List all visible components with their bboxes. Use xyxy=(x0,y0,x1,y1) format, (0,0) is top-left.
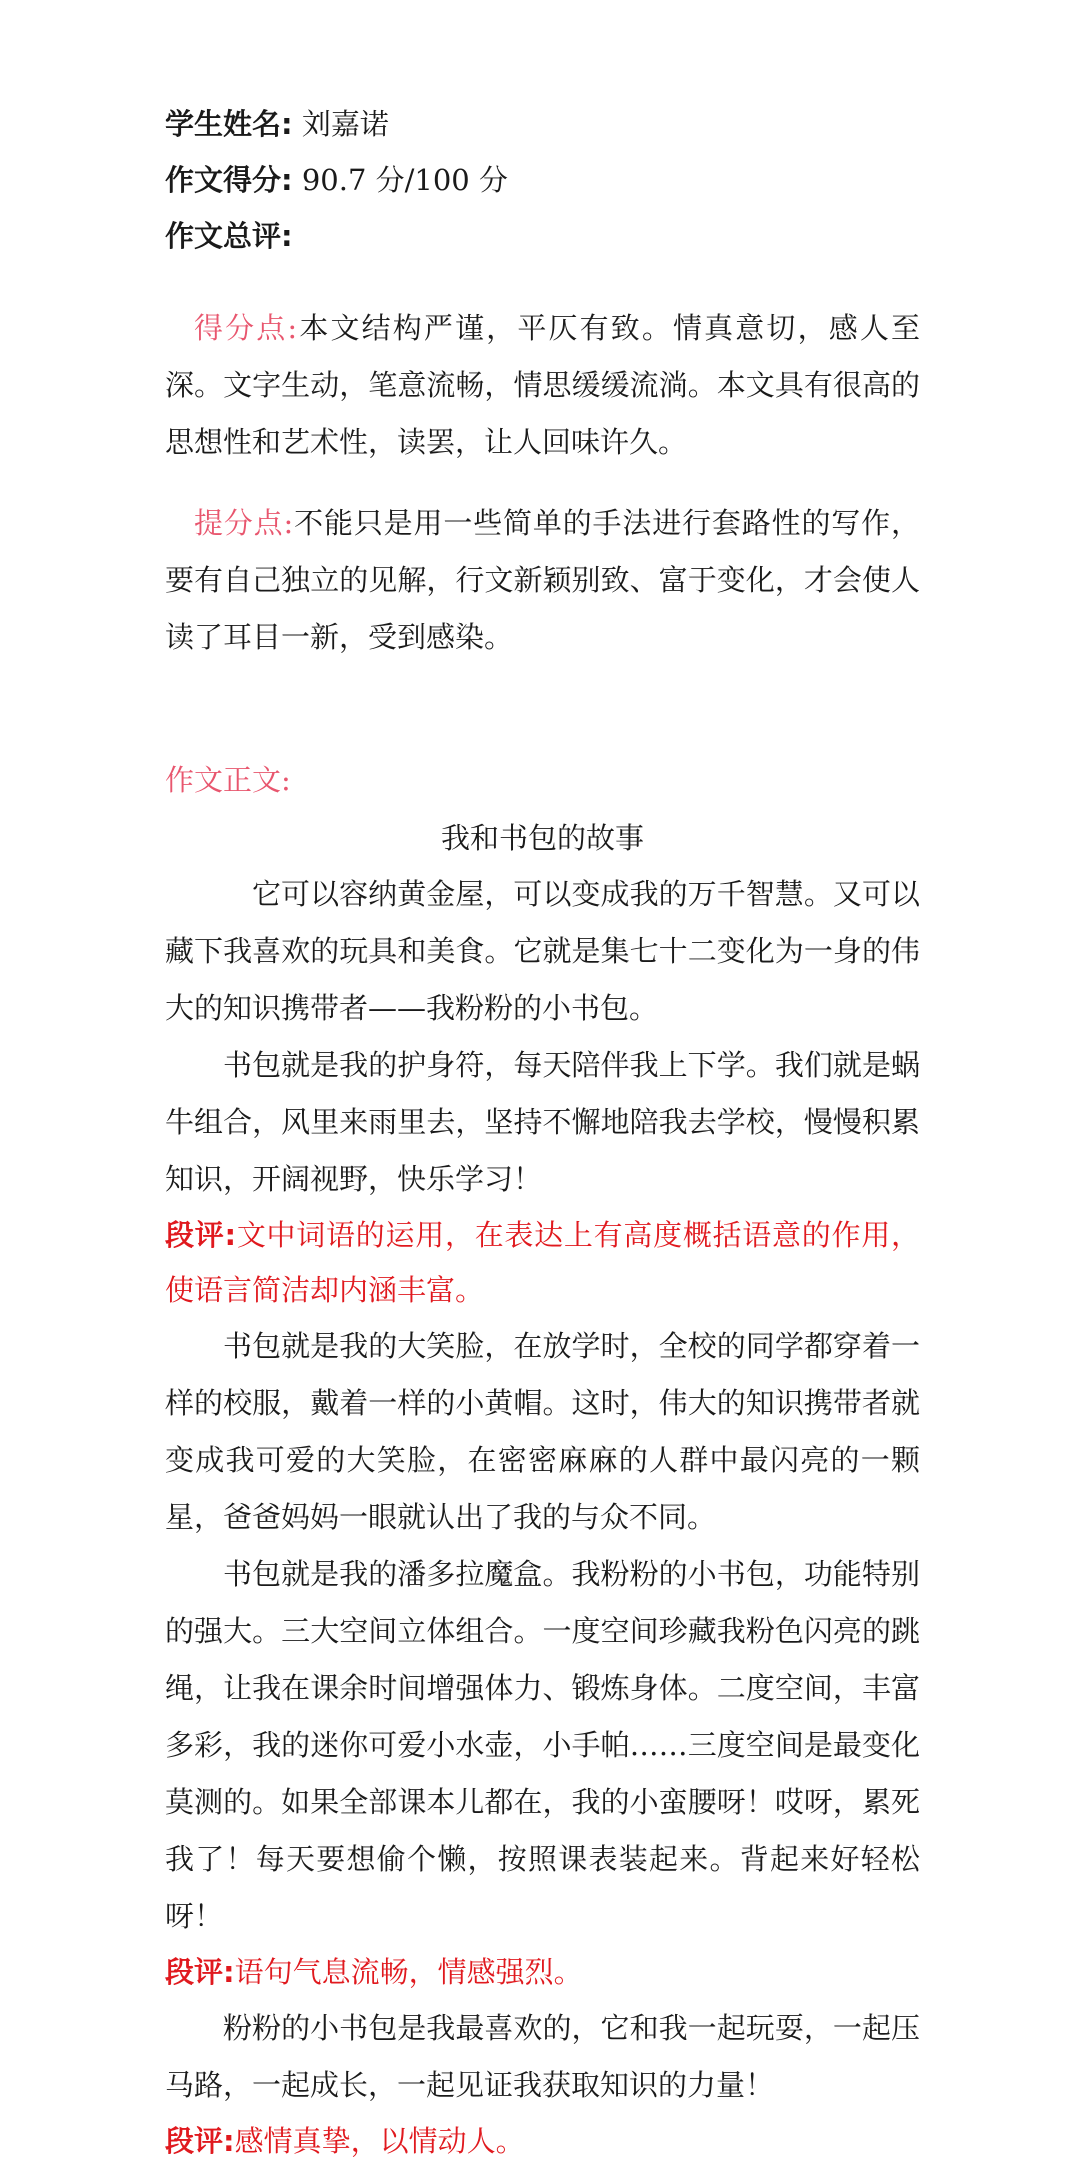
essay-paragraph-4: 书包就是我的潘多拉魔盒。我粉粉的小书包，功能特别的强大。三大空间立体组合。一度空间珍藏我粉色闪亮的跳绳，让我在课余时间增强体力、锻炼身体。二度空间，丰富多彩，我的迷你可爱小水壶，小手帕……三度空间是最变化莫测的。如果全部课本儿都在，我的小蛮腰呀！哎呀，累死我了！每天要想偷个懒，按照课表装起来。背起来好轻松呀！ xyxy=(165,1557,920,1933)
comment-label: 段评: xyxy=(165,2124,235,2158)
improvement-text: 不能只是用一些简单的手法进行套路性的写作，要有自己独立的见解，行文新颖别致、富于变化，才会使人读了耳目一新，受到感染。 xyxy=(165,506,920,654)
comment-label: 段评: xyxy=(165,1955,235,1989)
paragraph-comment-2 xyxy=(165,1945,920,2000)
overall-review-line xyxy=(165,208,920,264)
student-name-line xyxy=(165,96,920,152)
strength-label: 得分点: xyxy=(194,311,298,345)
essay-paragraph-3: 书包就是我的大笑脸，在放学时，全校的同学都穿着一样的校服，戴着一样的小黄帽。这时，伟大的知识携带者就变成我可爱的大笑脸，在密密麻麻的人群中最闪亮的一颗星，爸爸妈妈一眼就认出了我的与众不同。 xyxy=(165,1329,920,1534)
student-name-value: 刘嘉诺 xyxy=(301,107,389,141)
paragraph-comment-1 xyxy=(165,1208,920,1318)
improvement-review xyxy=(165,495,920,666)
comment-text: 文中词语的运用，在表达上有高度概括语意的作用，使语言简洁却内涵丰富。 xyxy=(165,1218,920,1307)
essay-paragraph-1: 它可以容纳黄金屋，可以变成我的万千智慧。又可以藏下我喜欢的玩具和美食。它就是集七十二变化为一身的伟大的知识携带者——我粉粉的小书包。 xyxy=(165,877,920,1025)
page-content xyxy=(165,96,920,2169)
score-line xyxy=(165,152,920,208)
paragraph-comment-3 xyxy=(165,2114,920,2169)
strength-text: 本文结构严谨，平仄有致。情真意切，感人至深。文字生动，笔意流畅，情思缓缓流淌。本文具有很高的思想性和艺术性，读罢，让人回味许久。 xyxy=(165,311,920,459)
essay-paragraph-2: 书包就是我的护身符，每天陪伴我上下学。我们就是蜗牛组合，风里来雨里去，坚持不懈地陪我去学校，慢慢积累知识，开阔视野，快乐学习！ xyxy=(165,1048,920,1196)
essay-heading: 作文正文: xyxy=(165,763,291,797)
overall-review-label: 作文总评: xyxy=(165,219,293,253)
score-label: 作文得分: xyxy=(165,163,293,197)
comment-text: 感情真挚，以情动人。 xyxy=(234,2124,525,2158)
improvement-label: 提分点: xyxy=(194,506,294,540)
essay-title: 我和书包的故事 xyxy=(440,821,644,855)
strength-review xyxy=(165,300,920,471)
comment-text: 语句气息流畅，情感强烈。 xyxy=(234,1955,583,1989)
student-name-label: 学生姓名: xyxy=(165,107,293,141)
score-value: 90.7 分/100 分 xyxy=(301,163,508,197)
essay-paragraph-5: 粉粉的小书包是我最喜欢的，它和我一起玩耍，一起压马路，一起成长，一起见证我获取知识的力量！ xyxy=(165,2011,920,2102)
comment-label: 段评: xyxy=(165,1218,237,1252)
